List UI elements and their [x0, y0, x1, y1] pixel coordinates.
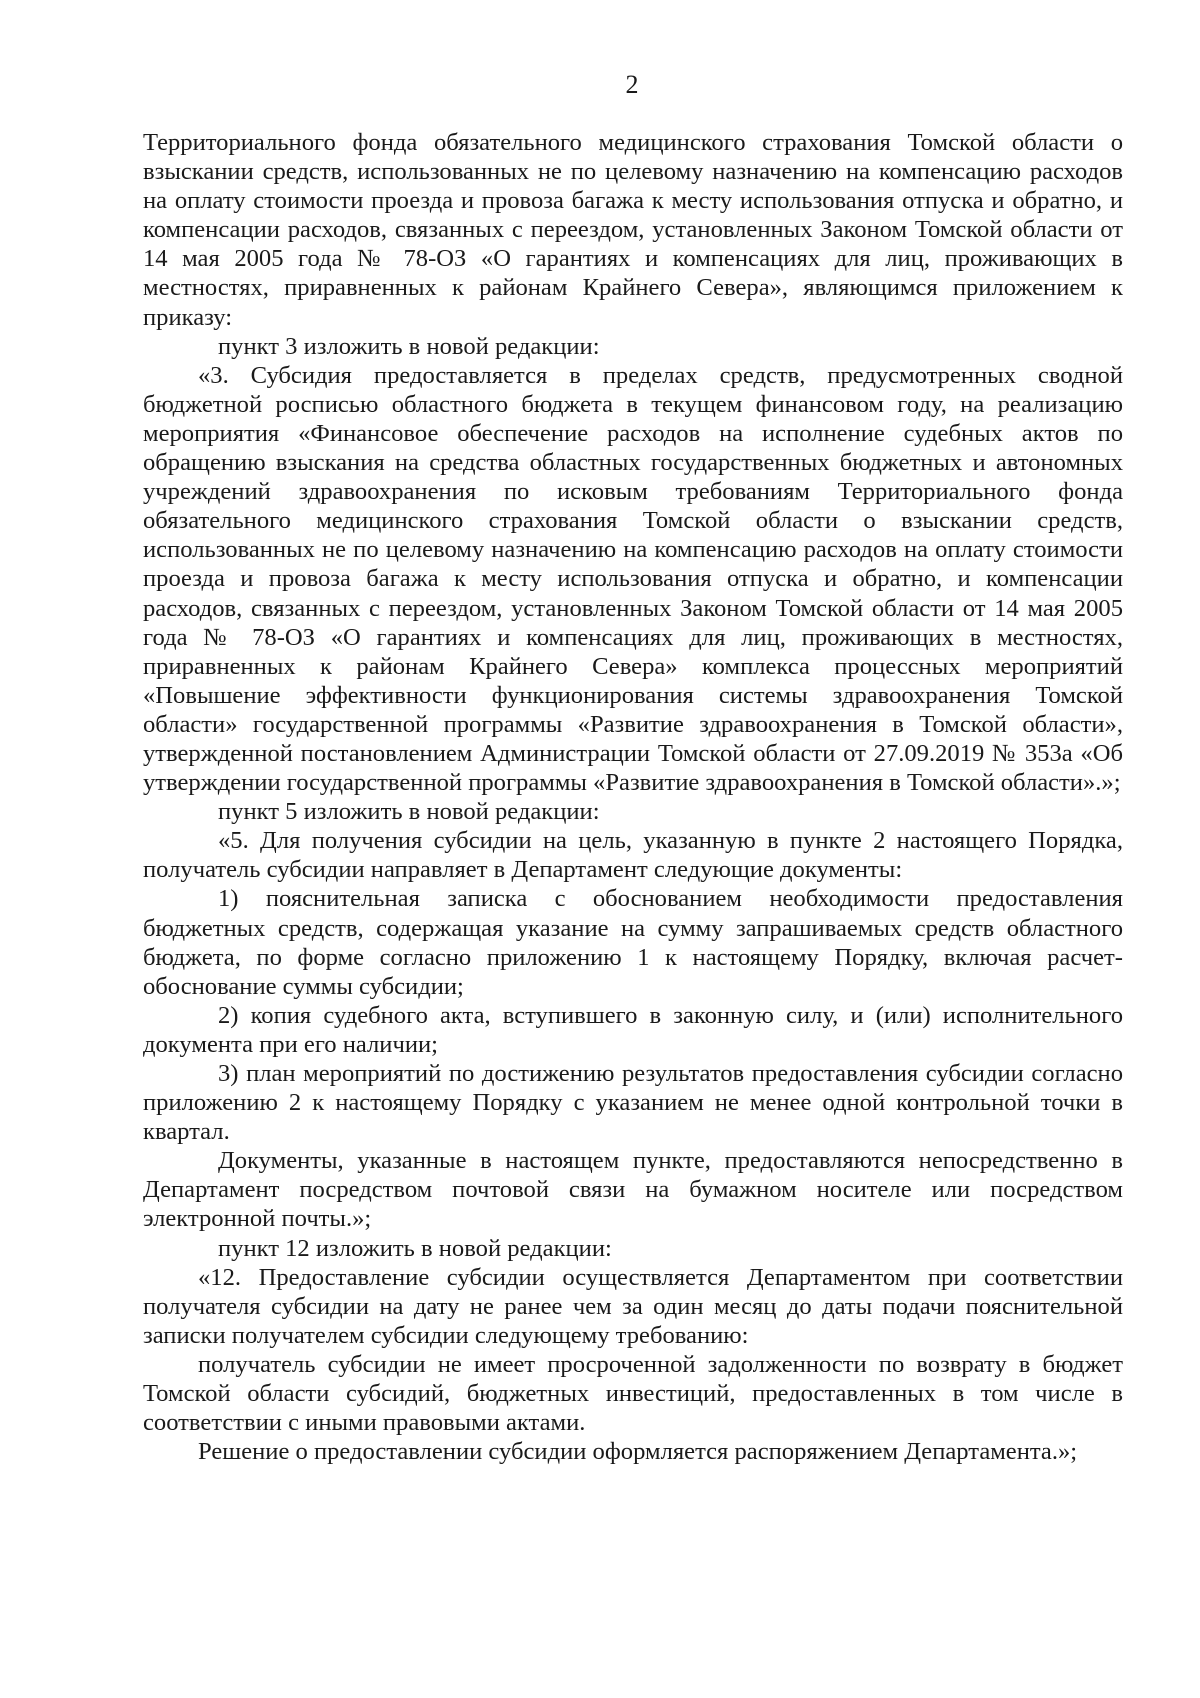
paragraph-item-3-text: «3. Субсидия предоставляется в пределах средств, предусмотренных сводной бюджетной росписью областного бюджета в текущем финансовом году, на реализацию мероприятия «Финансовое обеспечение расходов на исполнение судебных актов по обращению взыскания на средства областных государственных бюджетных и автономных учреждений здравоохранения по исковым требованиям Территориального фонда обязательного медицинского страхования Томской области о взыскании средств, использованных не по целевому назначению на компенсацию расходов на оплату стоимости проезда и провоза багажа к месту использования отпуска и обратно, и компенсации расходов, связанных с переездом, установленных Законом Томской области от 14 мая 2005 года № 78-ОЗ «О гарантиях и компенсациях для лиц, проживающих в местностях, приравненных к районам Крайнего Севера» комплекса процессных мероприятий «Повышение эффективности функционирования системы здравоохранения Томской области» государственной программы «Развитие здравоохранения в Томской области», утвержденной постановлением Администрации Томской области от 27.09.2019 № 353а «Об утверждении государственной программы «Развитие здравоохранения в Томской области».»; [143, 361, 1123, 797]
paragraph-item-3-heading: пункт 3 изложить в новой редакции: [218, 332, 600, 360]
paragraph-subitem-1: 1) пояснительная записка с обоснованием необходимости предоставления бюджетных средств, содержащая указание на сумму запрашиваемых средств областного бюджета, по форме согласно приложению 1 к настоящему Порядку, включая расчет-обоснование суммы субсидии; [143, 885, 1123, 1000]
paragraph-continuation: Территориального фонда обязательного медицинского страхования Томской области о взыскании средств, использованных не по целевому назначению на компенсацию расходов на оплату стоимости проезда и провоза багажа к месту использования отпуска и обратно, и компенсации расходов, связанных с переездом, установленных Законом Томской области от 14 мая 2005 года № 78-ОЗ «О гарантиях и компенсациях для лиц, проживающих в местностях, приравненных к районам Крайнего Севера», являющимся приложением к приказу: [143, 129, 1123, 331]
paragraph-decision: Решение о предоставлении субсидии оформляется распоряжением Департамента.»; [198, 1438, 1078, 1466]
page-number: 2 [625, 70, 639, 99]
document-body [143, 128, 1123, 1466]
paragraph-subitem-2: 2) копия судебного акта, вступившего в законную силу, и (или) исполнительного документа при его наличии; [143, 1001, 1123, 1058]
paragraph-item-5-heading: пункт 5 изложить в новой редакции: [218, 798, 600, 826]
paragraph-item-5-text: «5. Для получения субсидии на цель, указанную в пункте 2 настоящего Порядка, получатель субсидии направляет в Департамент следующие документы: [143, 827, 1123, 884]
paragraph-requirement: получатель субсидии не имеет просроченной задолженности по возврату в бюджет Томской области субсидий, бюджетных инвестиций, предоставленных в том числе в соответствии с иными правовыми актами. [143, 1350, 1123, 1437]
paragraph-subitem-3: 3) план мероприятий по достижению результатов предоставления субсидии согласно приложению 2 к настоящему Порядку с указанием не менее одной контрольной точки в квартал. [143, 1060, 1123, 1146]
paragraph-documents-note: Документы, указанные в настоящем пункте, предоставляются непосредственно в Департамент посредством почтовой связи на бумажном носителе или посредством электронной почты.»; [143, 1147, 1123, 1233]
paragraph-item-12-heading: пункт 12 изложить в новой редакции: [218, 1234, 612, 1262]
paragraph-item-12-text: «12. Предоставление субсидии осуществляется Департаментом при соответствии получателя субсидии на дату не ранее чем за один месяц до даты подачи пояснительной записки получателем субсидии следующему требованию: [143, 1263, 1123, 1349]
